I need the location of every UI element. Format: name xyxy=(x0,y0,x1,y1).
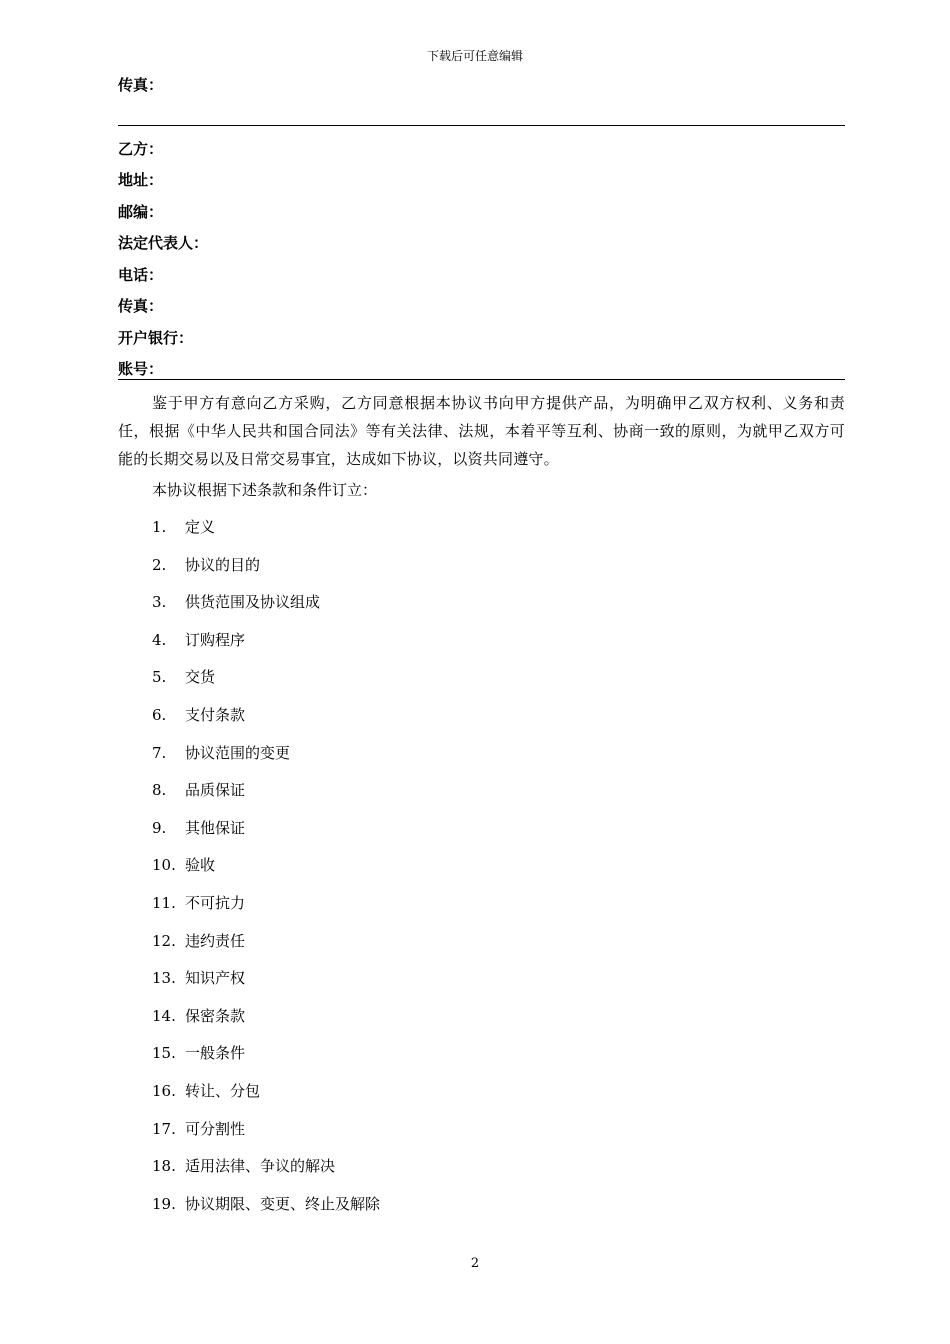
clause-number: 2. xyxy=(152,555,167,574)
clause-number: 11. xyxy=(152,893,176,912)
party-b-postcode-label: 邮编： xyxy=(118,203,164,221)
party-a-fax-label: 传真： xyxy=(118,76,164,94)
clause-number: 1. xyxy=(152,518,167,536)
clause-number: 16. xyxy=(152,1081,176,1100)
clause-item xyxy=(152,592,380,630)
party-b-legal-rep-label: 法定代表人： xyxy=(118,234,209,252)
clause-title: 其他保证 xyxy=(185,818,246,837)
header-note: 下载后可任意编辑 xyxy=(426,49,523,63)
clause-number: 13. xyxy=(152,969,176,988)
clause-item xyxy=(152,1043,380,1081)
clause-item xyxy=(152,1194,380,1232)
section-divider-bottom xyxy=(118,379,845,380)
clause-number: 14. xyxy=(152,1006,176,1025)
party-b-phone-label: 电话： xyxy=(118,266,164,284)
clause-title: 定义 xyxy=(185,518,216,536)
party-b-title-label: 乙方： xyxy=(118,140,164,158)
clause-title: 协议范围的变更 xyxy=(185,743,291,762)
clause-title: 转让、分包 xyxy=(185,1081,261,1100)
clause-title: 供货范围及协议组成 xyxy=(185,593,321,612)
clause-title: 订购程序 xyxy=(185,630,246,649)
clause-number: 6. xyxy=(152,705,167,724)
clause-title: 可分割性 xyxy=(185,1119,246,1138)
clause-number: 7. xyxy=(152,743,167,762)
clause-item xyxy=(152,818,380,856)
clause-item xyxy=(152,1119,380,1157)
clause-item xyxy=(152,780,380,818)
clauses-lead: 本协议根据下述条款和条件订立： xyxy=(152,481,378,499)
clause-item xyxy=(152,517,380,555)
clause-number: 10. xyxy=(152,856,176,875)
clause-title: 一般条件 xyxy=(185,1044,246,1063)
clause-item xyxy=(152,630,380,668)
clause-title: 违约责任 xyxy=(185,931,246,950)
clause-number: 18. xyxy=(152,1157,176,1176)
clause-number: 19. xyxy=(152,1194,176,1213)
clause-item xyxy=(152,855,380,893)
clause-item xyxy=(152,555,380,593)
clause-list xyxy=(152,517,380,1231)
party-b-account-label: 账号： xyxy=(118,360,164,378)
party-b-fax-label: 传真： xyxy=(118,297,164,315)
clause-title: 支付条款 xyxy=(185,705,246,724)
clause-item xyxy=(152,1081,380,1119)
clause-item xyxy=(152,705,380,743)
clause-item xyxy=(152,893,380,931)
clause-number: 12. xyxy=(152,931,176,950)
clause-number: 8. xyxy=(152,781,167,800)
clause-number: 5. xyxy=(152,668,167,687)
clause-number: 9. xyxy=(152,818,167,837)
party-b-bank-label: 开户银行： xyxy=(118,329,194,347)
clause-title: 协议期限、变更、终止及解除 xyxy=(185,1194,381,1213)
clause-number: 15. xyxy=(152,1044,176,1063)
section-divider-top xyxy=(118,125,845,126)
clause-number: 4. xyxy=(152,630,167,649)
clause-title: 品质保证 xyxy=(185,781,246,800)
clause-number: 3. xyxy=(152,593,167,612)
clause-number: 17. xyxy=(152,1119,176,1138)
clause-title: 交货 xyxy=(185,668,216,687)
clause-title: 协议的目的 xyxy=(185,555,261,574)
clause-item xyxy=(152,931,380,969)
clause-item xyxy=(152,667,380,705)
clause-title: 不可抗力 xyxy=(185,893,246,912)
party-b-address-label: 地址： xyxy=(118,171,164,189)
clause-title: 验收 xyxy=(185,856,216,875)
clause-item xyxy=(152,743,380,781)
clause-item xyxy=(152,968,380,1006)
clause-item xyxy=(152,1156,380,1194)
clause-title: 保密条款 xyxy=(185,1006,246,1025)
clause-title: 知识产权 xyxy=(185,969,246,988)
clause-item xyxy=(152,1006,380,1044)
intro-paragraph: 鉴于甲方有意向乙方采购，乙方同意根据本协议书向甲方提供产品，为明确甲乙双方权利、义务和责任，根据《中华人民共和国合同法》等有关法律、法规，本着平等互利、协商一致的原则，为就甲乙双方可能的长期交易以及日常交易事宜，达成如下协议，以资共同遵守。 xyxy=(118,394,845,468)
clause-title: 适用法律、争议的解决 xyxy=(185,1157,336,1176)
page-number: 2 xyxy=(470,1256,480,1271)
